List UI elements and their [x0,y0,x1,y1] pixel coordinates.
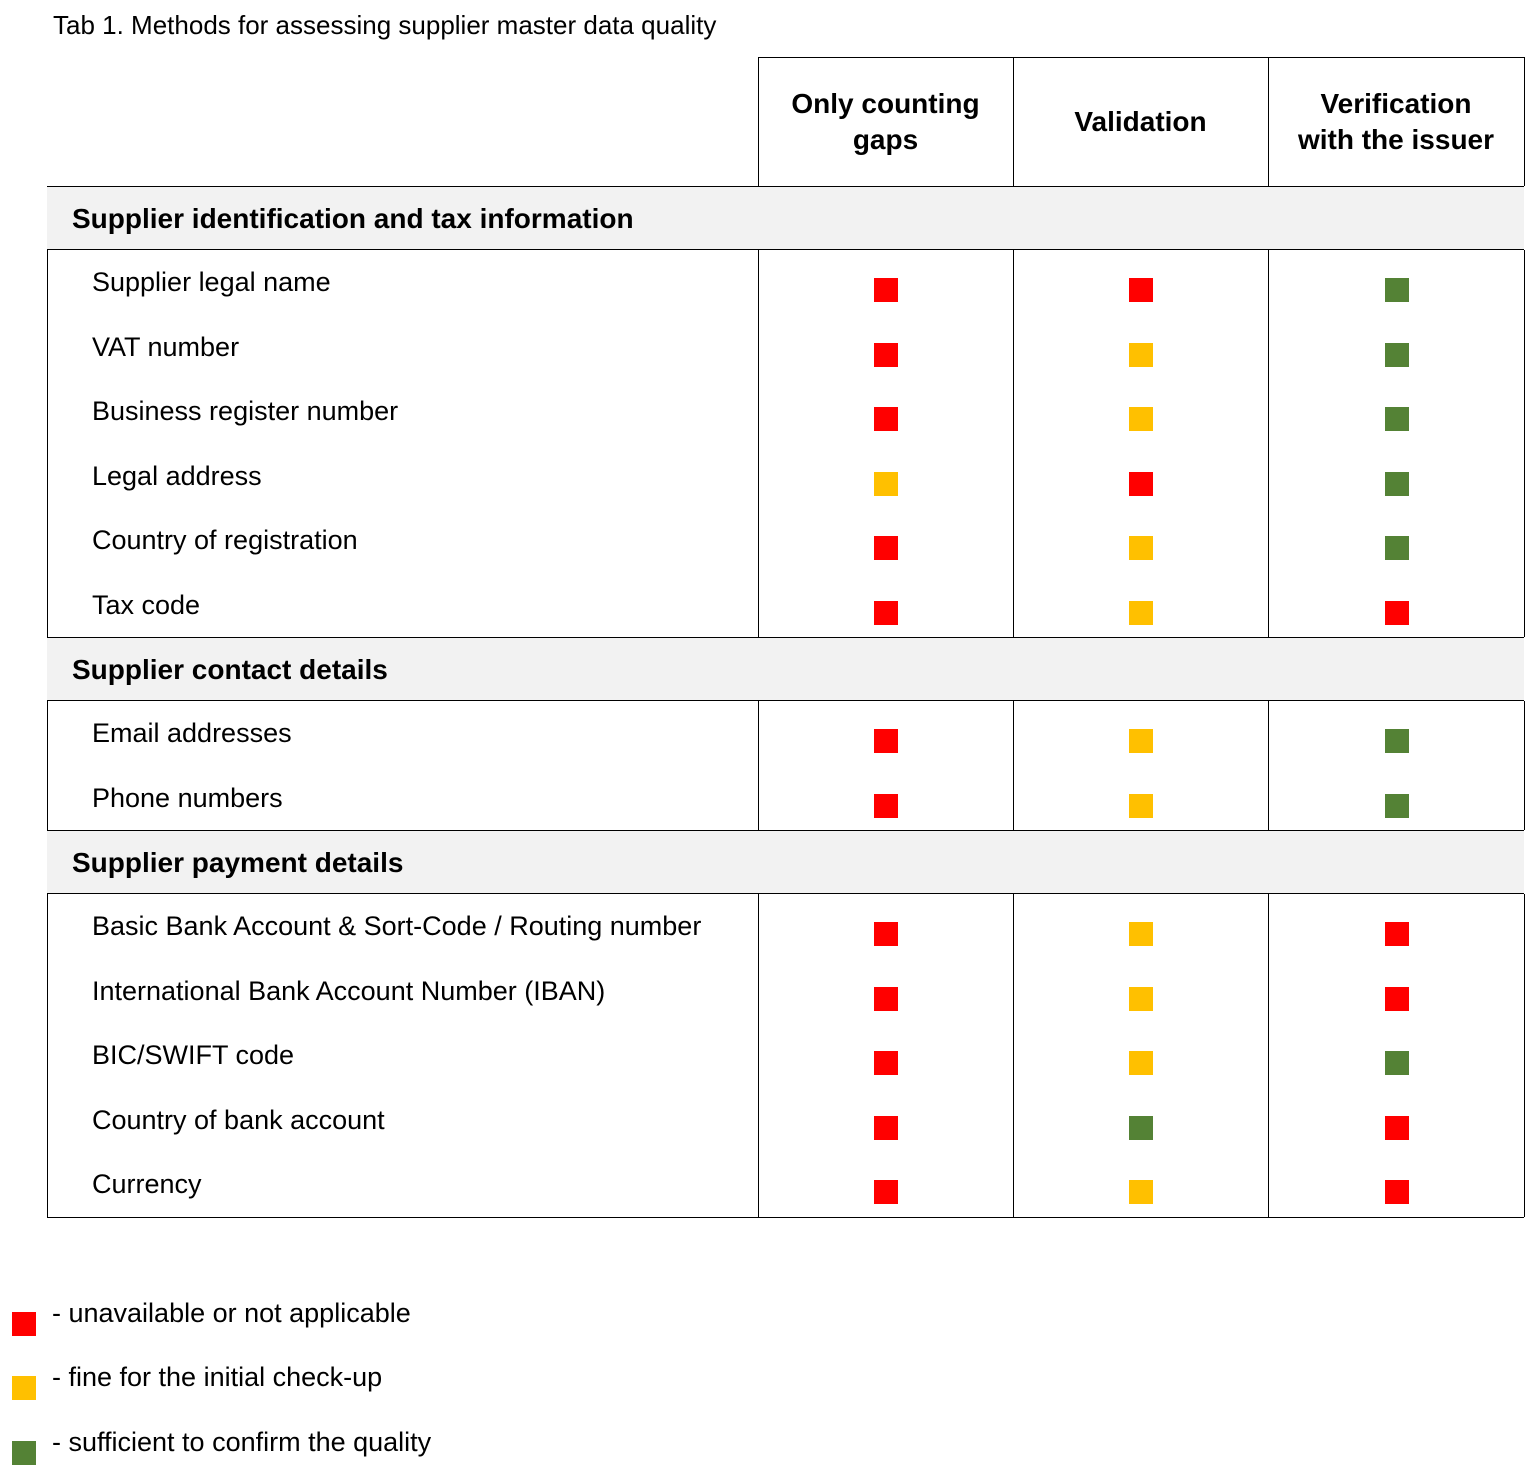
group-title: Supplier contact details [72,654,388,685]
rating-yellow-square [1129,407,1153,431]
rating-red-square [874,922,898,946]
row-label: Currency [92,1169,202,1199]
column-border [1524,894,1525,1217]
column-border [1524,250,1525,637]
row-label: Phone numbers [92,782,283,813]
column-border [1013,250,1014,637]
rating-red-square [874,1051,898,1075]
column-header-1: Only counting gaps [791,87,980,155]
column-border [1268,250,1269,637]
row-label: Supplier legal name [92,267,331,297]
rating-yellow-square [1129,601,1153,625]
rating-red-square [1385,922,1409,946]
rating-red-square [1385,987,1409,1011]
rating-green-square [1385,729,1409,753]
rating-green-square [1385,278,1409,302]
rating-green-square [1129,1116,1153,1140]
rating-red-square [1129,278,1153,302]
column-header-3: Verification with the issuer [1297,87,1495,155]
rating-red-square [874,1116,898,1140]
rating-green-square [1385,536,1409,560]
rating-red-square [874,278,898,302]
row-label: Business register number [92,396,399,426]
row-label: Country of registration [92,525,358,555]
rating-yellow-square [1129,343,1153,367]
table-bottom-border [47,1217,1524,1218]
column-border [1268,894,1269,1217]
row-label: BIC/SWIFT code [92,1040,295,1070]
rating-yellow-square [1129,987,1153,1011]
row-label: VAT number [92,331,240,362]
column-header-2: Validation [1074,105,1207,137]
column-border [1013,701,1014,830]
row-label: Legal address [92,460,262,491]
rating-red-square [874,729,898,753]
legend-text: - fine for the initial check-up [52,1362,383,1392]
rating-yellow-square [1129,794,1153,818]
rating-red-square [874,536,898,560]
rating-red-square [874,601,898,625]
row-label: Email addresses [92,718,292,748]
column-border [1268,701,1269,830]
rating-red-square [874,1180,898,1204]
rating-green-square [1385,1051,1409,1075]
header-col-border [1524,57,1525,186]
rating-yellow-square [874,472,898,496]
rating-red-square [1129,472,1153,496]
rating-yellow-square [1129,729,1153,753]
rating-yellow-square [1129,1051,1153,1075]
rating-green-square [1385,472,1409,496]
rating-yellow-square [1129,536,1153,560]
row-label: Basic Bank Account & Sort-Code / Routing number [92,911,702,941]
table-left-border [47,701,48,830]
rating-green-square [1385,794,1409,818]
rating-red-square [1385,1116,1409,1140]
rating-green-square [1385,343,1409,367]
row-label: Tax code [92,589,201,620]
column-border [758,701,759,830]
legend-red-square [12,1312,36,1336]
legend-yellow-square [12,1376,36,1400]
legend-text: - unavailable or not applicable [52,1298,411,1328]
rating-red-square [874,794,898,818]
rating-red-square [1385,1180,1409,1204]
legend-text: - sufficient to confirm the quality [52,1427,432,1457]
group-title: Supplier identification and tax information [72,203,634,234]
rating-red-square [874,987,898,1011]
table-left-border [47,894,48,1217]
rating-red-square [874,407,898,431]
table-caption: Tab 1. Methods for assessing supplier master data quality [53,10,717,40]
rating-yellow-square [1129,1180,1153,1204]
column-border [1524,701,1525,830]
rating-yellow-square [1129,922,1153,946]
rating-red-square [874,343,898,367]
group-title: Supplier payment details [72,847,404,878]
column-border [758,250,759,637]
row-label: Country of bank account [92,1104,385,1135]
legend-green-square [12,1441,36,1465]
rating-red-square [1385,601,1409,625]
column-border [1013,894,1014,1217]
rating-green-square [1385,407,1409,431]
row-label: International Bank Account Number (IBAN) [92,975,606,1006]
table-left-border [47,250,48,637]
column-border [758,894,759,1217]
